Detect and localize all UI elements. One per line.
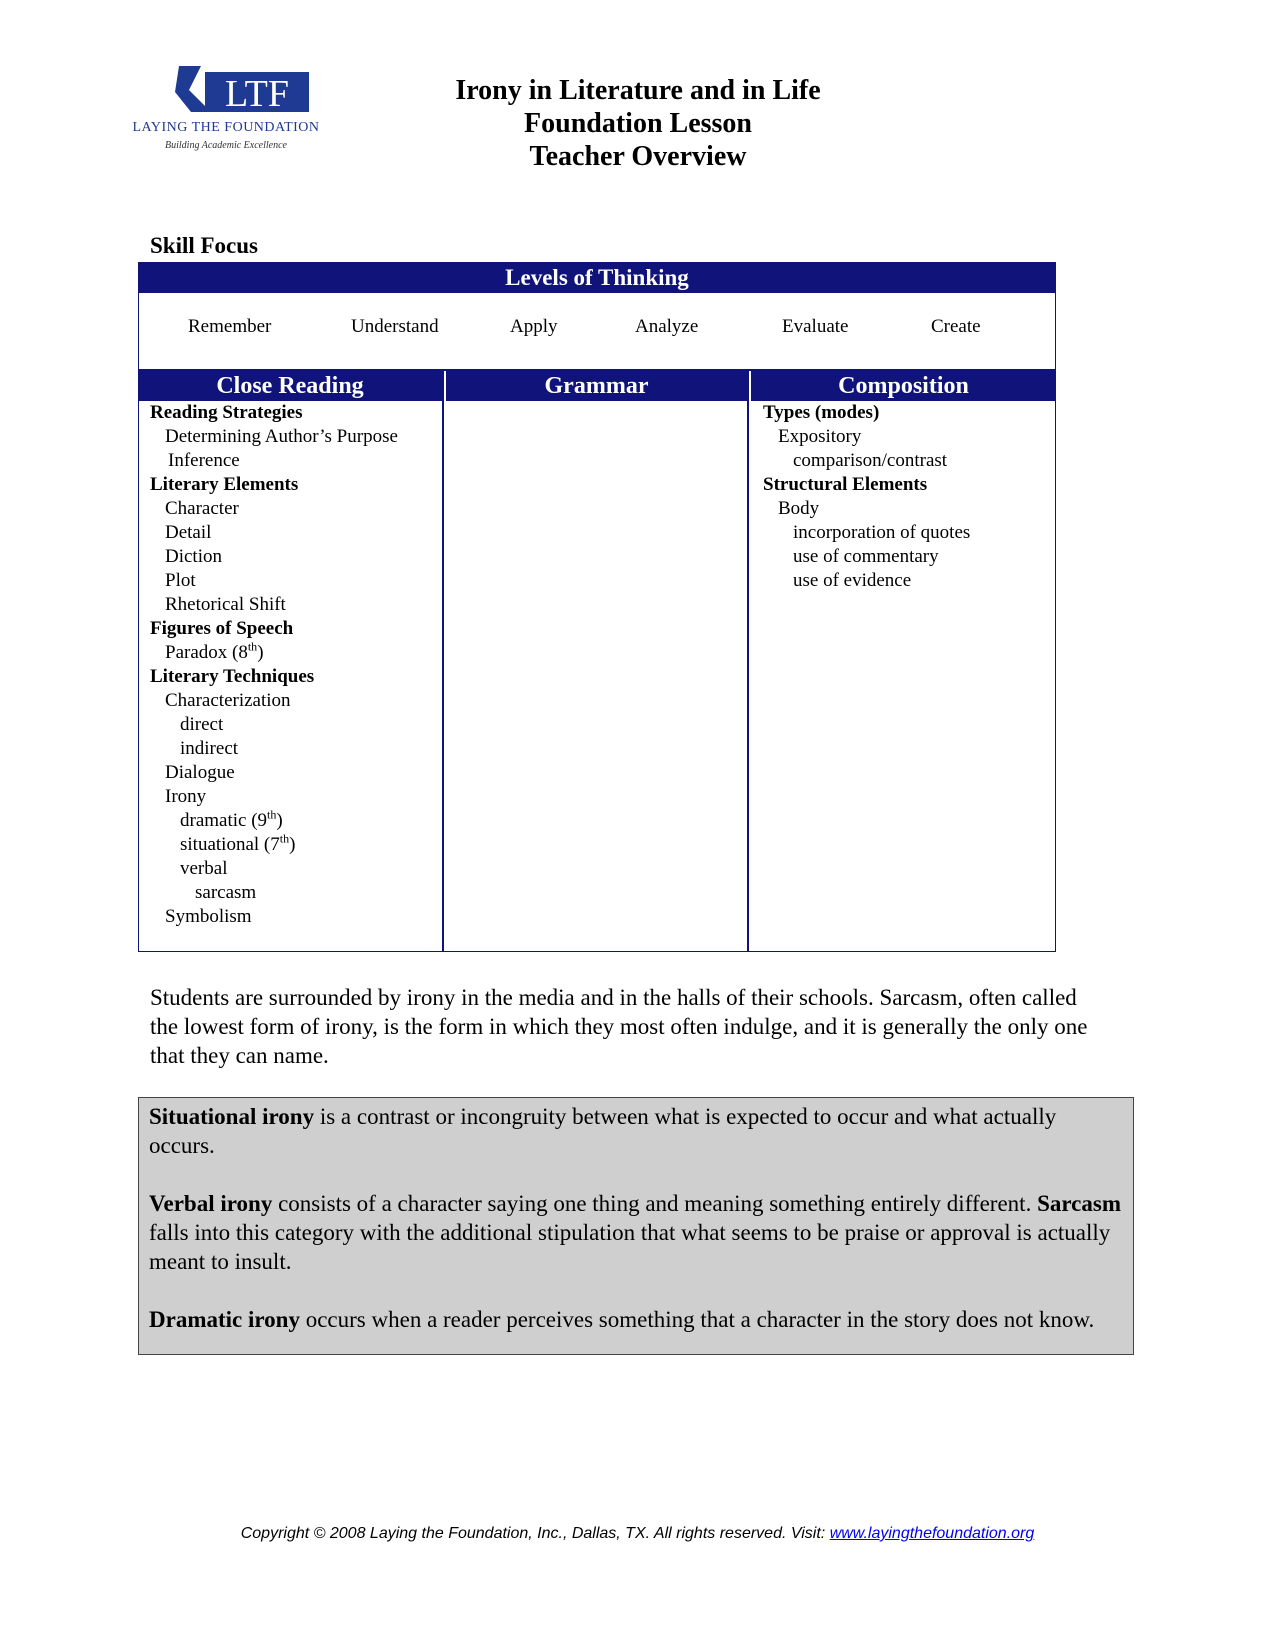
title-line-2: Foundation Lesson: [524, 108, 752, 139]
list-item: Irony: [165, 786, 207, 807]
list-item: Detail: [165, 522, 212, 543]
list-item: Expository: [778, 426, 862, 447]
level-remember: Remember: [188, 316, 272, 337]
list-item: indirect: [180, 738, 239, 759]
dramatic-irony-definition: [149, 1305, 1123, 1334]
list-item: comparison/contrast: [793, 450, 948, 471]
definition-text: falls into this category with the additional stipulation that what seems to be praise or approval is actually meant to insult.: [149, 1220, 1111, 1274]
copyright-text: Copyright © 2008 Laying the Foundation, Inc., Dallas, TX. All rights reserved. Visit:: [240, 1525, 830, 1542]
title-line-3: Teacher Overview: [529, 141, 747, 172]
list-item: Literary Techniques: [150, 666, 315, 687]
list-item: incorporation of quotes: [793, 522, 971, 543]
list-item: Plot: [165, 570, 196, 591]
levels-row: [138, 316, 1056, 344]
column-divider-1: [442, 370, 444, 952]
close-paren: ): [276, 810, 283, 831]
definition-text: occurs when a reader perceives something that a character in the story does not know.: [299, 1307, 1095, 1332]
column-divider-2: [747, 370, 749, 952]
list-item: Dialogue: [165, 762, 235, 783]
definition-text: consists of a character saying one thing and meaning something entirely different.: [272, 1191, 1038, 1216]
close-paren: ): [257, 642, 264, 663]
ordinal-suffix: th: [247, 639, 258, 654]
skill-focus-heading: Skill Focus: [150, 233, 259, 258]
composition-list: [763, 401, 970, 593]
situational-irony-definition: [149, 1102, 1123, 1160]
list-item: Literary Elements: [150, 474, 299, 495]
list-item: Rhetorical Shift: [165, 594, 286, 615]
list-item: [150, 641, 398, 665]
page-title: [420, 74, 856, 173]
list-item: Reading Strategies: [150, 402, 303, 423]
list-item: Character: [165, 498, 239, 519]
situational-label: situational (7: [180, 834, 280, 855]
list-item: [150, 809, 398, 833]
list-item: verbal: [180, 858, 228, 879]
ltf-logo: [126, 64, 326, 164]
dramatic-label: dramatic (9: [180, 810, 268, 831]
list-item: [150, 833, 398, 857]
list-item: Body: [778, 498, 820, 519]
term: Verbal irony: [149, 1191, 273, 1216]
level-analyze: Analyze: [635, 316, 699, 337]
ltf-logo-letters: LTF: [224, 73, 290, 114]
verbal-irony-definition: [149, 1189, 1123, 1276]
levels-of-thinking-header: Levels of Thinking: [138, 262, 1056, 293]
logo-name: LAYING THE FOUNDATION: [132, 120, 320, 135]
list-item: use of commentary: [793, 546, 939, 567]
level-apply: Apply: [510, 316, 558, 337]
list-item: Diction: [165, 546, 222, 567]
ltf-logo-mark: [171, 64, 311, 114]
composition-header: Composition: [751, 370, 1056, 401]
list-item: Inference: [168, 450, 240, 471]
definition-text: is a contrast or incongruity between what is expected to occur and what actually occurs.: [149, 1104, 1057, 1158]
list-item: sarcasm: [195, 882, 257, 903]
list-item: Types (modes): [763, 402, 880, 423]
list-item: Characterization: [165, 690, 291, 711]
level-create: Create: [931, 316, 981, 337]
close-reading-header: Close Reading: [138, 370, 442, 401]
website-link[interactable]: www.layingthefoundation.org: [829, 1525, 1035, 1542]
level-evaluate: Evaluate: [782, 316, 849, 337]
term: Sarcasm: [1037, 1191, 1121, 1216]
level-understand: Understand: [351, 316, 439, 337]
logo-tagline: Building Academic Excellence: [165, 140, 287, 151]
list-item: direct: [180, 714, 224, 735]
list-item: Figures of Speech: [150, 618, 294, 639]
list-item: Structural Elements: [763, 474, 928, 495]
ordinal-suffix: th: [267, 807, 277, 822]
copyright-footer: [0, 1525, 1275, 1543]
term: Dramatic irony: [149, 1307, 300, 1332]
list-item: Determining Author’s Purpose: [165, 426, 398, 447]
list-item: Symbolism: [165, 906, 252, 927]
ordinal-suffix: th: [279, 831, 290, 846]
term: Situational irony: [149, 1104, 315, 1129]
title-line-1: Irony in Literature and in Life: [455, 75, 821, 106]
close-paren: ): [289, 834, 296, 855]
close-reading-list: [150, 401, 398, 929]
grammar-header: Grammar: [446, 370, 747, 401]
definitions-box: [138, 1097, 1134, 1355]
list-item: use of evidence: [793, 570, 912, 591]
paradox-label: Paradox (8: [165, 642, 248, 663]
intro-paragraph: Students are surrounded by irony in the media and in the halls of their schools. Sarcasm, often called the lowest form of irony, is the form in which they most often indulge, and it is generally the only one that they can name.: [150, 985, 1088, 1068]
